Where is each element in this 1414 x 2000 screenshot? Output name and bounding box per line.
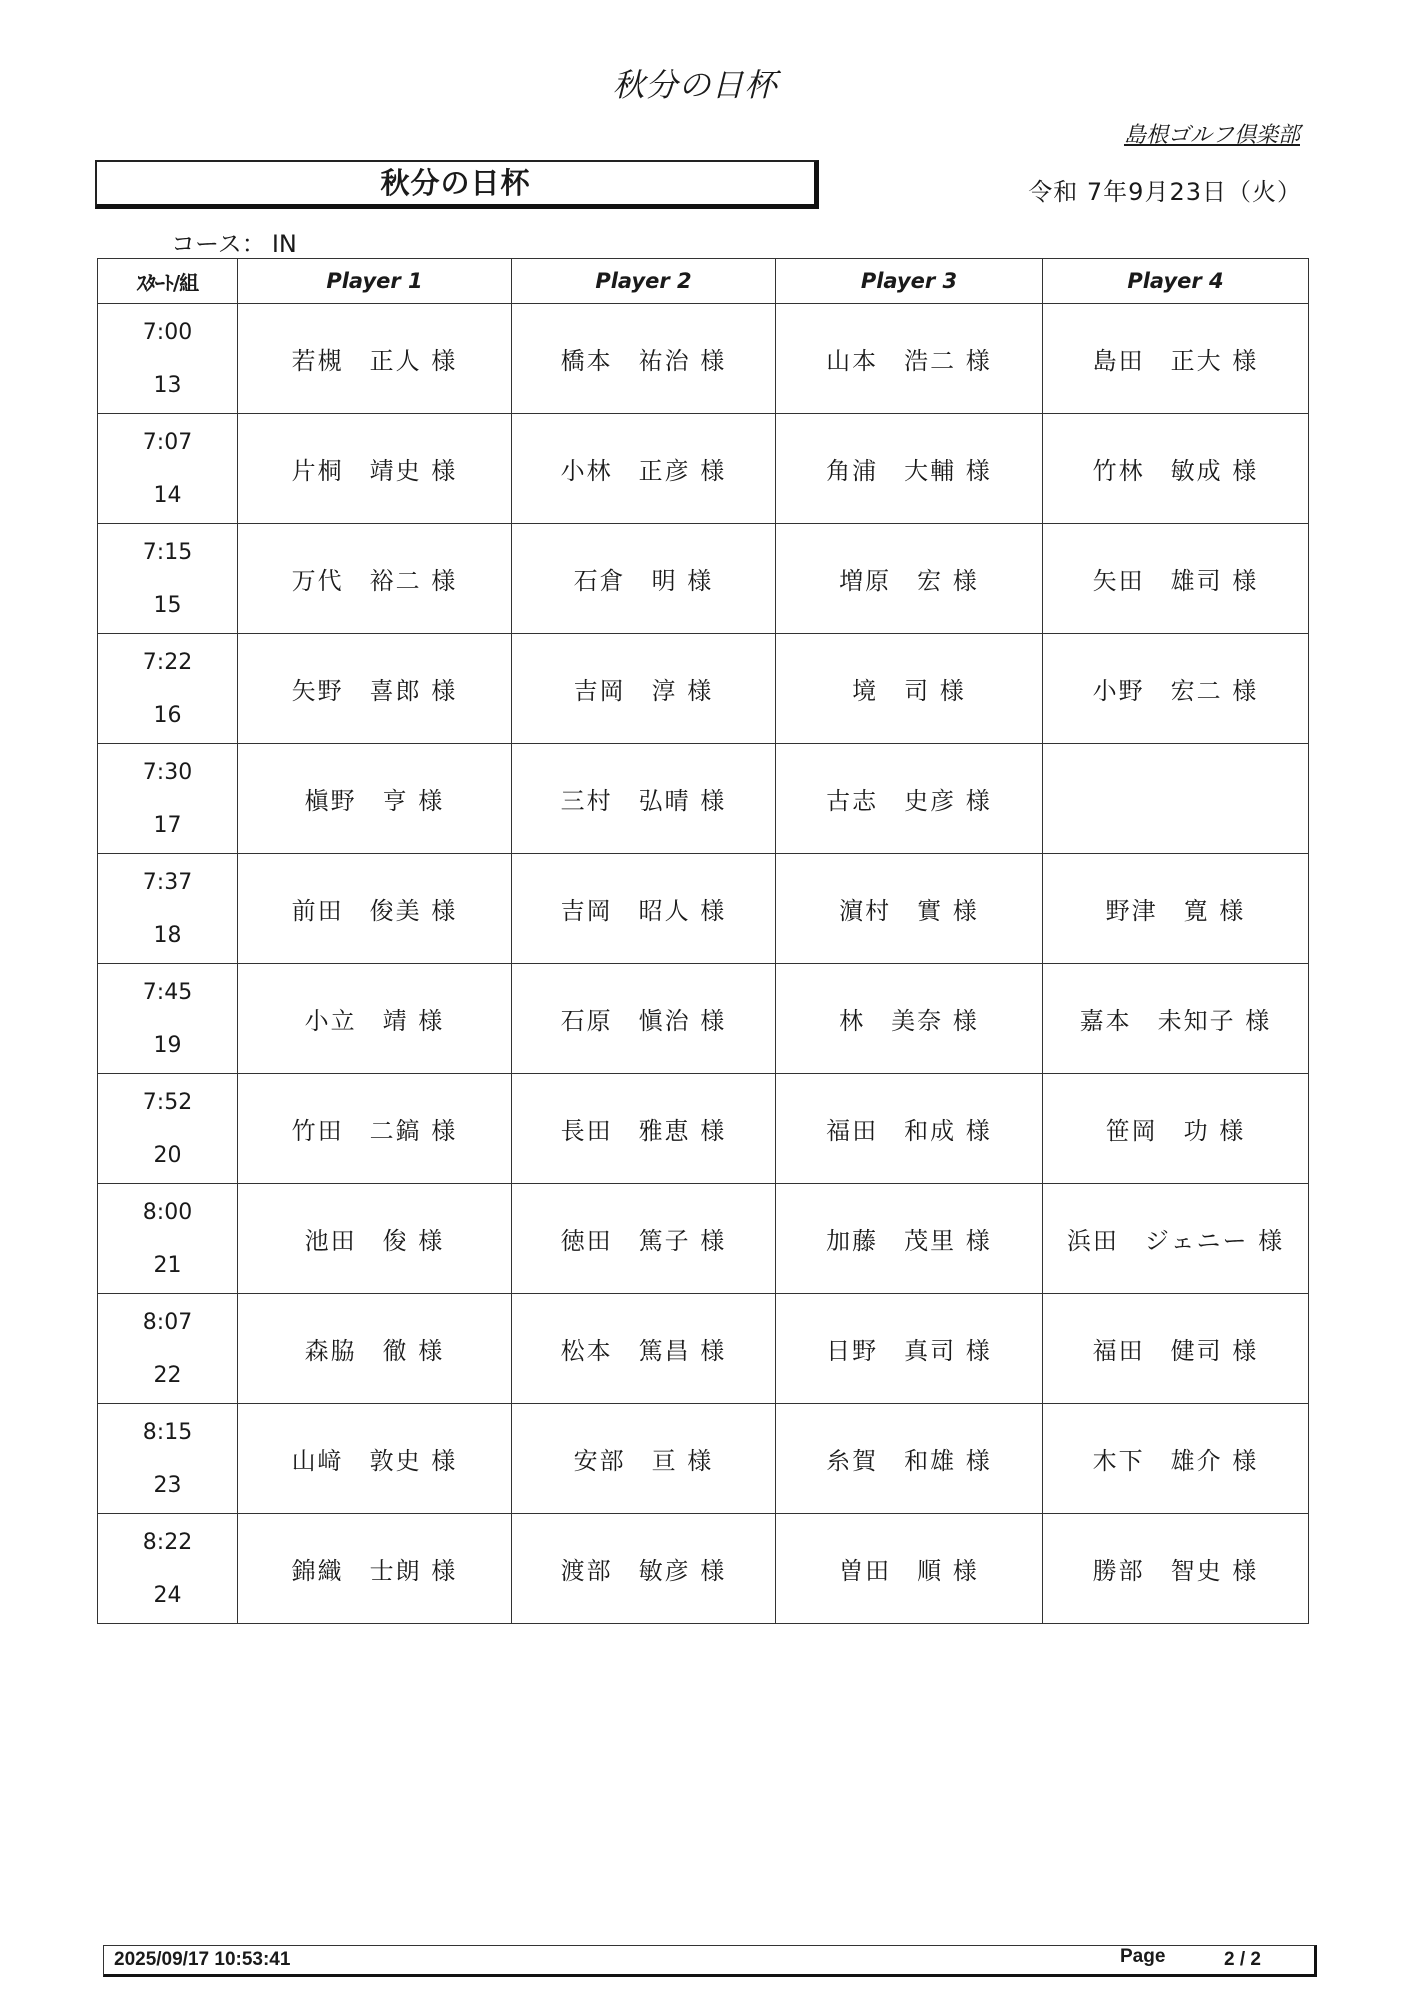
player-cell: 吉岡 昭人 様 [512, 854, 776, 964]
player-cell: 木下 雄介 様 [1043, 1404, 1309, 1514]
player-cell: 三村 弘晴 様 [512, 744, 776, 854]
tee-time-table [97, 258, 1309, 1624]
group-number: 14 [153, 482, 182, 508]
player-cell: 石原 愼治 様 [512, 964, 776, 1074]
player-cell: 浜田 ジェニー 様 [1043, 1184, 1309, 1294]
start-cell [98, 414, 238, 524]
column-header-player-1: Player 1 [238, 259, 512, 304]
player-cell: 日野 真司 様 [776, 1294, 1043, 1404]
start-time: 7:52 [142, 1089, 193, 1115]
table-row [98, 634, 1309, 744]
player-cell: 増原 宏 様 [776, 524, 1043, 634]
start-cell [98, 854, 238, 964]
start-time: 8:22 [142, 1529, 193, 1555]
player-cell: 片桐 靖史 様 [238, 414, 512, 524]
start-cell [98, 634, 238, 744]
start-cell [98, 1514, 238, 1624]
player-cell: 矢野 喜郎 様 [238, 634, 512, 744]
group-number: 24 [153, 1582, 182, 1608]
table-row [98, 524, 1309, 634]
start-cell [98, 1074, 238, 1184]
start-time: 7:22 [142, 649, 193, 675]
player-cell: 安部 亘 様 [512, 1404, 776, 1514]
player-cell: 嘉本 未知子 様 [1043, 964, 1309, 1074]
player-cell: 矢田 雄司 様 [1043, 524, 1309, 634]
player-cell: 竹林 敏成 様 [1043, 414, 1309, 524]
player-cell: 曽田 順 様 [776, 1514, 1043, 1624]
player-cell: 長田 雅恵 様 [512, 1074, 776, 1184]
player-cell: 森脇 徹 様 [238, 1294, 512, 1404]
table-row [98, 1514, 1309, 1624]
table-row [98, 1074, 1309, 1184]
player-cell: 万代 裕二 様 [238, 524, 512, 634]
player-cell: 若槻 正人 様 [238, 304, 512, 414]
table-row [98, 964, 1309, 1074]
start-time: 8:07 [142, 1309, 193, 1335]
page-number: 2 / 2 [1224, 1949, 1261, 1970]
player-cell: 福田 健司 様 [1043, 1294, 1309, 1404]
start-cell [98, 744, 238, 854]
start-time: 7:37 [142, 869, 193, 895]
player-cell: 加藤 茂里 様 [776, 1184, 1043, 1294]
start-time: 8:00 [142, 1199, 193, 1225]
player-cell: 錦織 士朗 様 [238, 1514, 512, 1624]
table-row [98, 1294, 1309, 1404]
player-cell: 野津 寛 様 [1043, 854, 1309, 964]
print-timestamp: 2025/09/17 10:53:41 [114, 1949, 291, 1970]
start-cell [98, 524, 238, 634]
player-cell: 徳田 篤子 様 [512, 1184, 776, 1294]
table-header-row [98, 259, 1309, 304]
player-cell: 小野 宏二 様 [1043, 634, 1309, 744]
player-cell: 山本 浩二 様 [776, 304, 1043, 414]
player-cell: 福田 和成 様 [776, 1074, 1043, 1184]
player-cell: 島田 正大 様 [1043, 304, 1309, 414]
table-row [98, 1404, 1309, 1514]
column-header-player-4: Player 4 [1043, 259, 1309, 304]
player-cell: 糸賀 和雄 様 [776, 1404, 1043, 1514]
player-cell: 橋本 祐治 様 [512, 304, 776, 414]
player-cell: 勝部 智史 様 [1043, 1514, 1309, 1624]
player-cell: 古志 史彦 様 [776, 744, 1043, 854]
document-title: 秋分の日杯 [612, 66, 778, 104]
player-cell: 境 司 様 [776, 634, 1043, 744]
table-row [98, 744, 1309, 854]
table-row [98, 414, 1309, 524]
start-cell [98, 304, 238, 414]
start-cell [98, 1294, 238, 1404]
player-cell: 小林 正彦 様 [512, 414, 776, 524]
player-cell: 松本 篤昌 様 [512, 1294, 776, 1404]
start-time: 7:30 [142, 759, 193, 785]
event-title-box: 秋分の日杯 [95, 160, 819, 209]
table-row [98, 854, 1309, 964]
course-label [165, 224, 297, 259]
start-time: 7:15 [142, 539, 193, 565]
player-cell: 角浦 大輔 様 [776, 414, 1043, 524]
course-value: IN [271, 230, 297, 258]
group-number: 18 [153, 922, 182, 948]
page-footer [103, 1945, 1317, 1977]
start-time: 8:15 [142, 1419, 193, 1445]
group-number: 22 [153, 1362, 182, 1388]
player-cell: 渡部 敏彦 様 [512, 1514, 776, 1624]
group-number: 21 [153, 1252, 182, 1278]
player-cell: 小立 靖 様 [238, 964, 512, 1074]
start-time: 7:45 [142, 979, 193, 1005]
group-number: 17 [153, 812, 182, 838]
player-cell: 前田 俊美 様 [238, 854, 512, 964]
start-time: 7:07 [142, 429, 193, 455]
player-cell: 笹岡 功 様 [1043, 1074, 1309, 1184]
table-row [98, 304, 1309, 414]
player-cell: 竹田 二鎬 様 [238, 1074, 512, 1184]
start-cell [98, 1404, 238, 1514]
start-cell [98, 1184, 238, 1294]
player-cell [1043, 744, 1309, 854]
event-date: 令和 7年9月23日（火） [1028, 178, 1302, 206]
player-cell: 濵村 實 様 [776, 854, 1043, 964]
player-cell: 槇野 亨 様 [238, 744, 512, 854]
page-label: Page [1120, 1946, 1166, 1967]
table-row [98, 1184, 1309, 1294]
player-cell: 林 美奈 様 [776, 964, 1043, 1074]
player-cell: 吉岡 淳 様 [512, 634, 776, 744]
course-label-text: コース： [171, 230, 266, 258]
player-cell: 山﨑 敦史 様 [238, 1404, 512, 1514]
club-name: 島根ゴルフ倶楽部 [1123, 123, 1300, 148]
column-header-start-group: ｽﾀｰﾄ/組 [98, 259, 238, 304]
start-time: 7:00 [142, 319, 193, 345]
group-number: 23 [153, 1472, 182, 1498]
group-number: 16 [153, 702, 182, 728]
player-cell: 池田 俊 様 [238, 1184, 512, 1294]
start-cell [98, 964, 238, 1074]
player-cell: 石倉 明 様 [512, 524, 776, 634]
group-number: 13 [153, 372, 182, 398]
column-header-player-2: Player 2 [512, 259, 776, 304]
group-number: 19 [153, 1032, 182, 1058]
group-number: 15 [153, 592, 182, 618]
group-number: 20 [153, 1142, 182, 1168]
column-header-player-3: Player 3 [776, 259, 1043, 304]
